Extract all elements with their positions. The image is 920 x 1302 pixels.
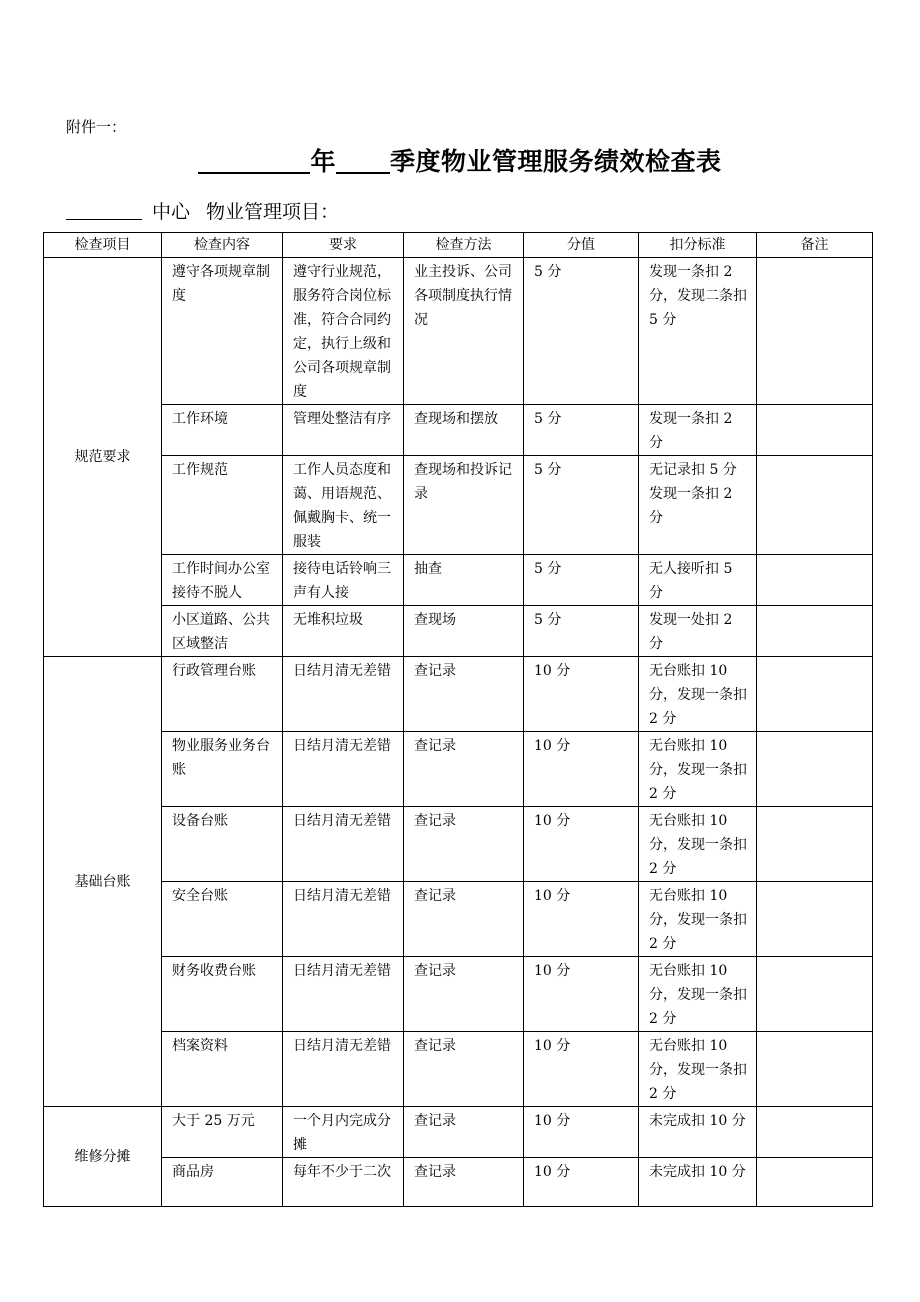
table-row (44, 957, 873, 1032)
method-cell: 查记录 (404, 882, 524, 957)
content-cell: 工作时间办公室接待不脱人 (162, 555, 283, 606)
content-cell: 工作环境 (162, 405, 283, 456)
note-cell (757, 606, 873, 657)
table-row (44, 606, 873, 657)
score-cell: 10 分 (524, 1107, 639, 1158)
deduction-cell: 未完成扣 10 分 (639, 1158, 757, 1207)
method-cell: 查现场和摆放 (404, 405, 524, 456)
method-cell: 查记录 (404, 807, 524, 882)
header-content: 检查内容 (162, 233, 283, 258)
method-cell: 业主投诉、公司各项制度执行情况 (404, 258, 524, 405)
project-label: 物业管理项目： (206, 201, 340, 223)
table-row (44, 657, 873, 732)
method-cell: 查记录 (404, 957, 524, 1032)
table-row (44, 732, 873, 807)
requirement-cell: 一个月内完成分摊 (283, 1107, 404, 1158)
content-cell: 行政管理台账 (162, 657, 283, 732)
method-cell: 查记录 (404, 1158, 524, 1207)
inspection-table (43, 232, 873, 1207)
document-title (0, 142, 920, 178)
score-cell: 10 分 (524, 1032, 639, 1107)
deduction-cell: 无台账扣 10 分，发现一条扣 2 分 (639, 807, 757, 882)
table-row (44, 456, 873, 555)
requirement-cell: 日结月清无差错 (283, 882, 404, 957)
header-requirement: 要求 (283, 233, 404, 258)
table-row (44, 258, 873, 405)
score-cell: 10 分 (524, 807, 639, 882)
deduction-cell: 发现一条扣 2 分，发现二条扣 5 分 (639, 258, 757, 405)
content-cell: 设备台账 (162, 807, 283, 882)
content-cell: 大于 25 万元 (162, 1107, 283, 1158)
score-cell: 5 分 (524, 555, 639, 606)
note-cell (757, 957, 873, 1032)
table-header-row (44, 233, 873, 258)
deduction-cell: 无人接听扣 5 分 (639, 555, 757, 606)
header-category: 检查项目 (44, 233, 162, 258)
requirement-cell: 日结月清无差错 (283, 957, 404, 1032)
score-cell: 10 分 (524, 882, 639, 957)
note-cell (757, 1158, 873, 1207)
score-cell: 10 分 (524, 657, 639, 732)
table-row (44, 882, 873, 957)
content-cell: 商品房 (162, 1158, 283, 1207)
method-cell: 查现场和投诉记录 (404, 456, 524, 555)
deduction-cell: 无台账扣 10 分，发现一条扣 2 分 (639, 882, 757, 957)
year-blank (198, 146, 310, 174)
title-year-suffix: 年 (310, 147, 336, 176)
deduction-cell: 未完成扣 10 分 (639, 1107, 757, 1158)
method-cell: 查记录 (404, 732, 524, 807)
requirement-cell: 日结月清无差错 (283, 657, 404, 732)
score-cell: 10 分 (524, 957, 639, 1032)
note-cell (757, 258, 873, 405)
table-row (44, 807, 873, 882)
attachment-label: 附件一： (66, 118, 127, 136)
requirement-cell: 日结月清无差错 (283, 732, 404, 807)
content-cell: 遵守各项规章制度 (162, 258, 283, 405)
deduction-cell: 无记录扣 5 分发现一条扣 2 分 (639, 456, 757, 555)
score-cell: 5 分 (524, 405, 639, 456)
requirement-cell: 日结月清无差错 (283, 807, 404, 882)
requirement-cell: 管理处整洁有序 (283, 405, 404, 456)
table-row (44, 1158, 873, 1207)
deduction-cell: 无台账扣 10 分，发现一条扣 2 分 (639, 1032, 757, 1107)
deduction-cell: 无台账扣 10 分，发现一条扣 2 分 (639, 957, 757, 1032)
note-cell (757, 1107, 873, 1158)
table-row (44, 1032, 873, 1107)
note-cell (757, 555, 873, 606)
deduction-cell: 发现一处扣 2 分 (639, 606, 757, 657)
content-cell: 安全台账 (162, 882, 283, 957)
center-label: 中心 (152, 201, 191, 223)
deduction-cell: 无台账扣 10 分，发现一条扣 2 分 (639, 732, 757, 807)
content-cell: 小区道路、公共区域整洁 (162, 606, 283, 657)
requirement-cell: 日结月清无差错 (283, 1032, 404, 1107)
score-cell: 5 分 (524, 258, 639, 405)
note-cell (757, 456, 873, 555)
table-row (44, 1107, 873, 1158)
method-cell: 查现场 (404, 606, 524, 657)
content-cell: 档案资料 (162, 1032, 283, 1107)
score-cell: 10 分 (524, 1158, 639, 1207)
method-cell: 查记录 (404, 657, 524, 732)
note-cell (757, 405, 873, 456)
score-cell: 5 分 (524, 606, 639, 657)
category-cell: 规范要求 (44, 258, 162, 657)
content-cell: 财务收费台账 (162, 957, 283, 1032)
requirement-cell: 每年不少于二次 (283, 1158, 404, 1207)
requirement-cell: 接待电话铃响三声有人接 (283, 555, 404, 606)
category-cell: 基础台账 (44, 657, 162, 1107)
deduction-cell: 发现一条扣 2 分 (639, 405, 757, 456)
note-cell (757, 732, 873, 807)
center-blank (66, 201, 142, 220)
requirement-cell: 工作人员态度和蔼、用语规范、佩戴胸卡、统一服装 (283, 456, 404, 555)
deduction-cell: 无台账扣 10 分，发现一条扣 2 分 (639, 657, 757, 732)
header-score: 分值 (524, 233, 639, 258)
content-cell: 工作规范 (162, 456, 283, 555)
header-note: 备注 (757, 233, 873, 258)
score-cell: 10 分 (524, 732, 639, 807)
note-cell (757, 657, 873, 732)
title-quarter-suffix: 季度物业管理服务绩效检查表 (390, 147, 722, 176)
note-cell (757, 882, 873, 957)
requirement-cell: 遵守行业规范，服务符合岗位标准，符合合同约定，执行上级和公司各项规章制度 (283, 258, 404, 405)
table-row (44, 405, 873, 456)
content-cell: 物业服务业务台账 (162, 732, 283, 807)
header-method: 检查方法 (404, 233, 524, 258)
category-cell: 维修分摊 (44, 1107, 162, 1207)
header-deduction: 扣分标准 (639, 233, 757, 258)
quarter-blank (336, 146, 390, 174)
center-project-line (66, 197, 339, 224)
table-row (44, 555, 873, 606)
score-cell: 5 分 (524, 456, 639, 555)
note-cell (757, 1032, 873, 1107)
requirement-cell: 无堆积垃圾 (283, 606, 404, 657)
method-cell: 查记录 (404, 1107, 524, 1158)
note-cell (757, 807, 873, 882)
method-cell: 查记录 (404, 1032, 524, 1107)
method-cell: 抽查 (404, 555, 524, 606)
